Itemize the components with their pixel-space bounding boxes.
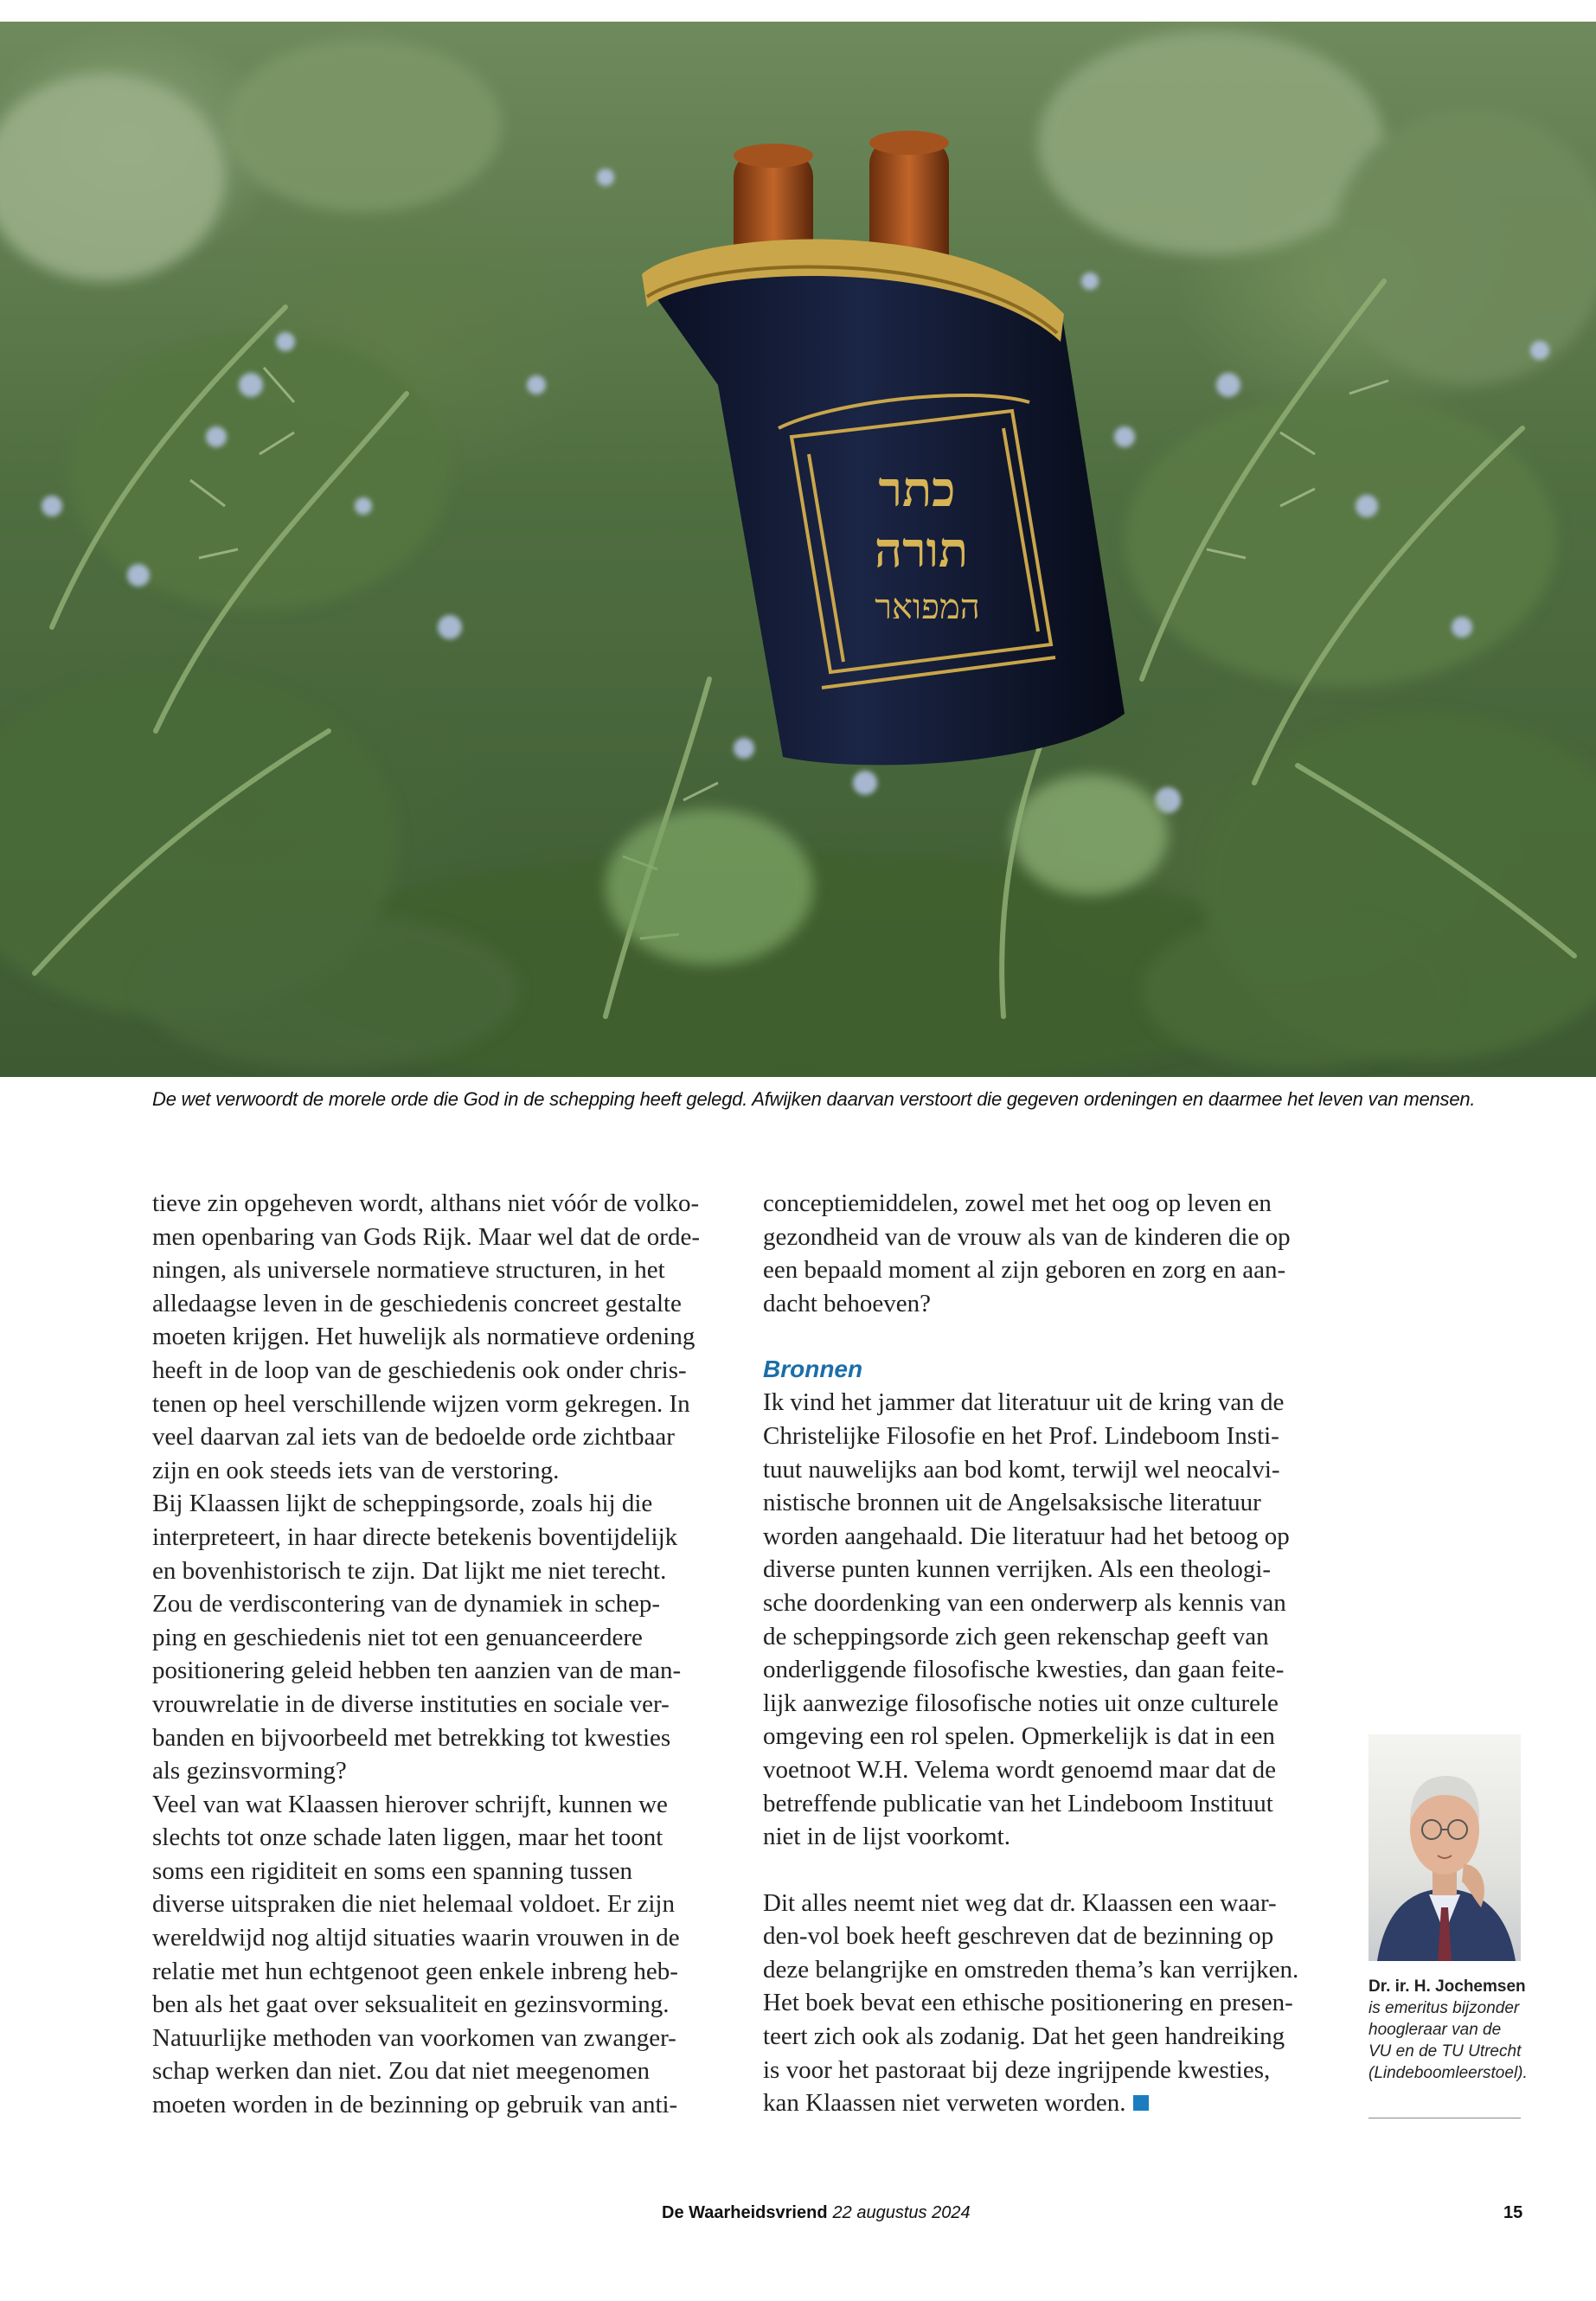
body-line: dacht behoeven?	[763, 1289, 932, 1317]
body-line: moeten krijgen. Het huwelijk als normatieve ordening	[152, 1323, 695, 1351]
body-line: ping en geschiedenis niet tot een genuanceerdere	[152, 1623, 643, 1651]
body-line: niet in de lijst voorkomt.	[763, 1823, 1010, 1851]
body-line: veel daarvan zal iets van de bedoelde orde zichtbaar	[152, 1423, 675, 1452]
body-line: Veel van wat Klaassen hierover schrijft, kunnen we	[152, 1790, 668, 1818]
body-line: gezondheid van de vrouw als van de kinderen die op	[763, 1222, 1291, 1251]
body-line: Het boek bevat een ethische positionering en presen-	[763, 1989, 1293, 2017]
body-line: de scheppingsorde zich geen rekenschap geeft van	[763, 1622, 1269, 1650]
body-line-text: kan Klaassen niet verweten worden.	[763, 2089, 1126, 2118]
section-subhead: Bronnen	[763, 1356, 863, 1383]
body-line: teert zich ook als zodanig. Dat het geen handreiking	[763, 2022, 1285, 2051]
body-line: omgeving een rol spelen. Opmerkelijk is dat in een	[763, 1722, 1275, 1751]
body-line: tieve zin opgeheven wordt, althans niet vóór de volko-	[152, 1189, 700, 1217]
body-line: positionering geleid hebben ten aanzien van de man-	[152, 1657, 682, 1685]
publication-info	[662, 2203, 971, 2223]
body-line: is voor het pastoraat bij deze ingrijpende kwesties,	[763, 2055, 1271, 2084]
body-line: zijn en ook steeds iets van de verstoring.	[152, 1456, 560, 1484]
scroll-text-line-1: כתר	[878, 461, 956, 518]
author-bio-line: (Lindeboomleerstoel).	[1368, 2064, 1528, 2082]
body-line: Zou de verdiscontering van de dynamiek in schep-	[152, 1590, 661, 1618]
body-line: betreffende publicatie van het Lindeboom Instituut	[763, 1789, 1273, 1817]
hero-photo	[0, 22, 1596, 1077]
body-line: conceptiemiddelen, zowel met het oog op leven en	[763, 1189, 1272, 1217]
page-number: 15	[1503, 2203, 1523, 2222]
end-of-article-mark-icon	[1133, 2095, 1149, 2111]
body-line: onderliggende filosofische kwesties, dan gaan feite-	[763, 1656, 1285, 1684]
article-column-right	[763, 1187, 1334, 2120]
issue-date: 22 augustus 2024	[832, 2203, 971, 2222]
body-line: en bovenhistorisch te zijn. Dat lijkt me niet terecht.	[152, 1556, 667, 1585]
author-info	[1368, 1976, 1533, 2084]
body-line: heeft in de loop van de geschiedenis ook onder chris-	[152, 1356, 687, 1384]
body-line: Dit alles neemt niet weg dat dr. Klaassen een waar-	[763, 1888, 1277, 1917]
scroll-text-line-2: תורה	[874, 522, 969, 579]
author-bio-line: VU en de TU Utrecht	[1368, 2042, 1522, 2061]
body-line: relatie met hun echtgenoot geen enkele inbreng heb-	[152, 1957, 678, 1985]
body-line: men openbaring van Gods Rijk. Maar wel dat de orde-	[152, 1222, 700, 1251]
body-line: lijk aanwezige filosofische noties uit onze culturele	[763, 1689, 1279, 1717]
body-line: soms een rigiditeit en soms een spanning tussen	[152, 1856, 632, 1885]
body-line: banden en bijvoorbeeld met betrekking tot kwesties	[152, 1723, 671, 1752]
body-line: nistische bronnen uit de Angelsaksische literatuur	[763, 1489, 1261, 1517]
body-line: Bij Klaassen lijkt de scheppingsorde, zoals hij die	[152, 1490, 653, 1518]
paragraph-gap	[763, 1854, 1334, 1887]
author-bio-line: hoogleraar van de	[1368, 2021, 1502, 2039]
body-line: deze belangrijke en omstreden thema’s kan verrijken.	[763, 1955, 1299, 1984]
author-portrait-illustration	[1368, 1734, 1521, 1961]
body-line: slechts tot onze schade laten liggen, maar het toont	[152, 1823, 663, 1852]
body-line: tenen op heel verschillende wijzen vorm gekregen. In	[152, 1389, 690, 1418]
torah-scroll	[642, 131, 1125, 765]
body-line: moeten worden in de bezinning op gebruik van anti-	[152, 2091, 678, 2119]
body-line: wereldwijd nog altijd situaties waarin vrouwen in de	[152, 1924, 680, 1952]
body-line: sche doordenking van een onderwerp als kennis van	[763, 1588, 1286, 1617]
body-line: alledaagse leven in de geschiedenis concreet gestalte	[152, 1289, 682, 1317]
article-column-left	[152, 1187, 723, 2122]
body-line: vrouwrelatie in de diverse instituties en sociale ver-	[152, 1689, 670, 1718]
body-line: Natuurlijke methoden van voorkomen van zwanger-	[152, 2023, 676, 2052]
magazine-name: De Waarheidsvriend	[662, 2203, 828, 2222]
author-bio-line: is emeritus bijzonder	[1368, 1999, 1520, 2017]
body-line: schap werken dan niet. Zou dat niet meegenomen	[152, 2057, 650, 2086]
body-line: worden aangehaald. Die literatuur had het betoog op	[763, 1522, 1290, 1550]
body-line: ben als het gaat over seksualiteit en gezinsvorming.	[152, 1990, 670, 2019]
body-line-last	[763, 2086, 1334, 2120]
body-line: een bepaald moment al zijn geboren en zorg en aan-	[763, 1256, 1286, 1285]
body-line: interpreteert, in haar directe betekenis boventijdelijk	[152, 1522, 678, 1551]
body-line: voetnoot W.H. Velema wordt genoemd maar dat de	[763, 1755, 1277, 1784]
body-line: diverse punten kunnen verrijken. Als een theologi-	[763, 1555, 1272, 1584]
body-line: Ik vind het jammer dat literatuur uit de kring van de	[763, 1388, 1285, 1417]
body-line: Christelijke Filosofie en het Prof. Lindeboom Insti-	[763, 1421, 1279, 1450]
author-portrait	[1368, 1734, 1521, 1961]
author-name: Dr. ir. H. Jochemsen	[1368, 1977, 1526, 1996]
body-line: diverse uitspraken die niet helemaal voldoet. Er zijn	[152, 1890, 675, 1919]
body-line: ningen, als universele normatieve structuren, in het	[152, 1256, 665, 1285]
body-line: tuut nauwelijks aan bod komt, terwijl wel neocalvi-	[763, 1455, 1280, 1484]
hero-illustration	[0, 22, 1596, 1077]
scroll-text-line-3: המפואר	[875, 587, 980, 627]
photo-caption: De wet verwoordt de morele orde die God in de schepping heeft gelegd. Afwijken daarvan verstoort die gegeven ordeningen en daarmee het leven van mensen.	[152, 1088, 1476, 1110]
body-line: als gezinsvorming?	[152, 1757, 347, 1785]
body-line: den-vol boek heeft geschreven dat de bezinning op	[763, 1922, 1274, 1951]
